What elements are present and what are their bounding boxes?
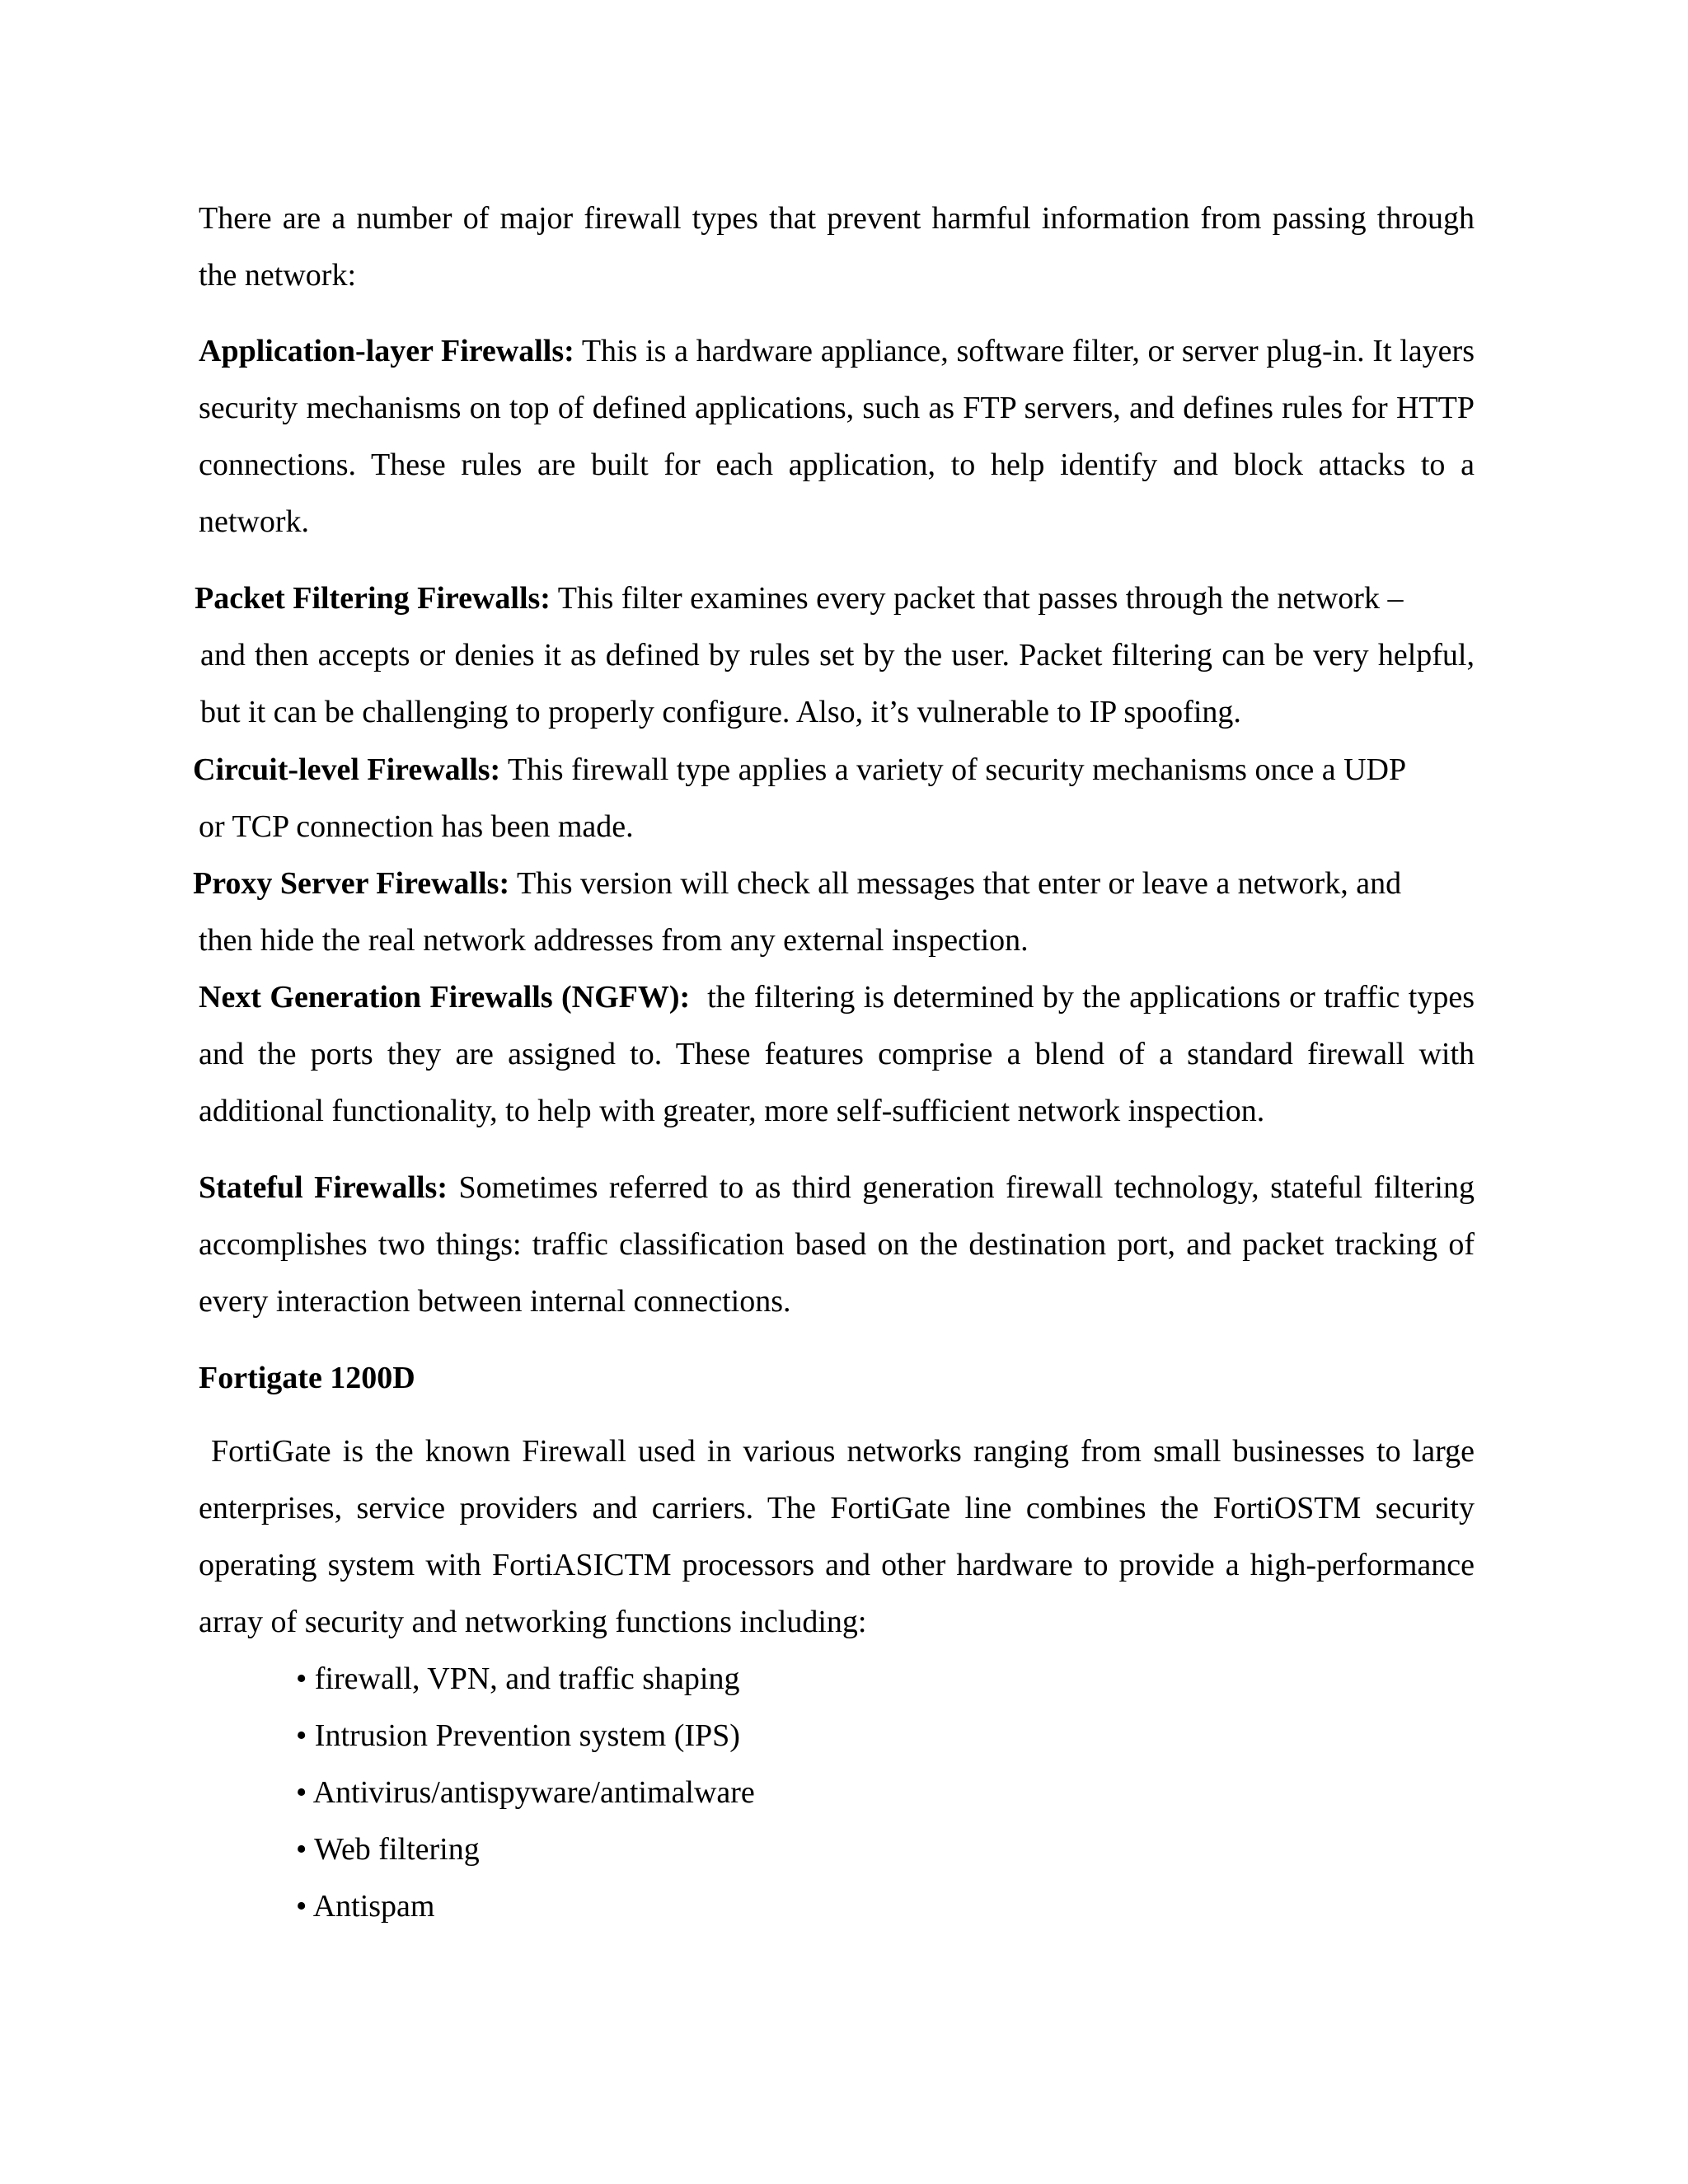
stateful-term: Stateful Firewalls: — [199, 1170, 448, 1205]
fortigate-heading: Fortigate 1200D — [199, 1361, 415, 1395]
fortigate-paragraph: FortiGate is the known Firewall used in various networks ranging from small businesses to large enterprises, service providers and carriers. The FortiGate line combines the FortiOSTM security operating system with FortiASICTM processors and other hardware to provide a high-performance array of security and networking functions including: — [199, 1434, 1475, 1639]
list-item: • Web filtering — [296, 1832, 480, 1867]
packet-filtering-term: Packet Filtering Firewalls: — [195, 581, 551, 616]
stateful-text: Sometimes referred to as third generation firewall technology, stateful filtering accomplishes two things: traffic classification based on the destination port, and packet tracking of every interaction between internal connections. — [199, 1170, 1475, 1319]
ngfw-paragraph — [199, 969, 1483, 1140]
list-item: • firewall, VPN, and traffic shaping — [296, 1661, 740, 1696]
intro-paragraph: There are a number of major firewall types that prevent harmful information from passing through the network: — [199, 201, 1475, 293]
proxy-server-line1: This version will check all messages that enter or leave a network, and — [509, 866, 1402, 901]
ngfw-text: the filtering is determined by the applications or traffic types and the ports they are assigned to. These features comprise a blend of a standard firewall with additional functionality, to help with greater, more self-sufficient network inspection. — [199, 980, 1483, 1128]
list-item: • Antispam — [296, 1889, 435, 1924]
proxy-server-paragraph — [193, 855, 1475, 969]
circuit-level-term: Circuit-level Firewalls: — [193, 752, 501, 787]
list-item: • Antivirus/antispyware/antimalware — [296, 1775, 755, 1810]
packet-filtering-line1: This filter examines every packet that passes through the network – — [550, 581, 1404, 616]
application-layer-text: This is a hardware appliance, software filter, or server plug-in. It layers security mechanisms on top of defined applications, such as FTP servers, and defines rules for HTTP connections. These rules are built for each application, to help identify and block attacks to a network. — [199, 334, 1475, 539]
packet-filtering-paragraph — [195, 570, 1475, 741]
circuit-level-text: or TCP connection has been made. — [199, 809, 634, 844]
circuit-level-line1: This firewall type applies a variety of security mechanisms once a UDP — [500, 752, 1407, 787]
application-layer-term: Application-layer Firewalls: — [199, 334, 574, 368]
list-item: • Intrusion Prevention system (IPS) — [296, 1718, 740, 1753]
proxy-server-text: then hide the real network addresses from any external inspection. — [199, 923, 1029, 958]
fortigate-functions-list — [296, 1651, 755, 1935]
packet-filtering-text: and then accepts or denies it as defined by rules set by the user. Packet filtering can be very helpful, but it can be challenging to properly configure. Also, it’s vulnerable to IP spoofing. — [200, 638, 1475, 729]
stateful-paragraph — [199, 1160, 1475, 1330]
circuit-level-paragraph — [193, 742, 1475, 855]
application-layer-paragraph — [199, 323, 1475, 551]
ngfw-term: Next Generation Firewalls (NGFW): — [199, 980, 691, 1015]
proxy-server-term: Proxy Server Firewalls: — [193, 866, 510, 901]
